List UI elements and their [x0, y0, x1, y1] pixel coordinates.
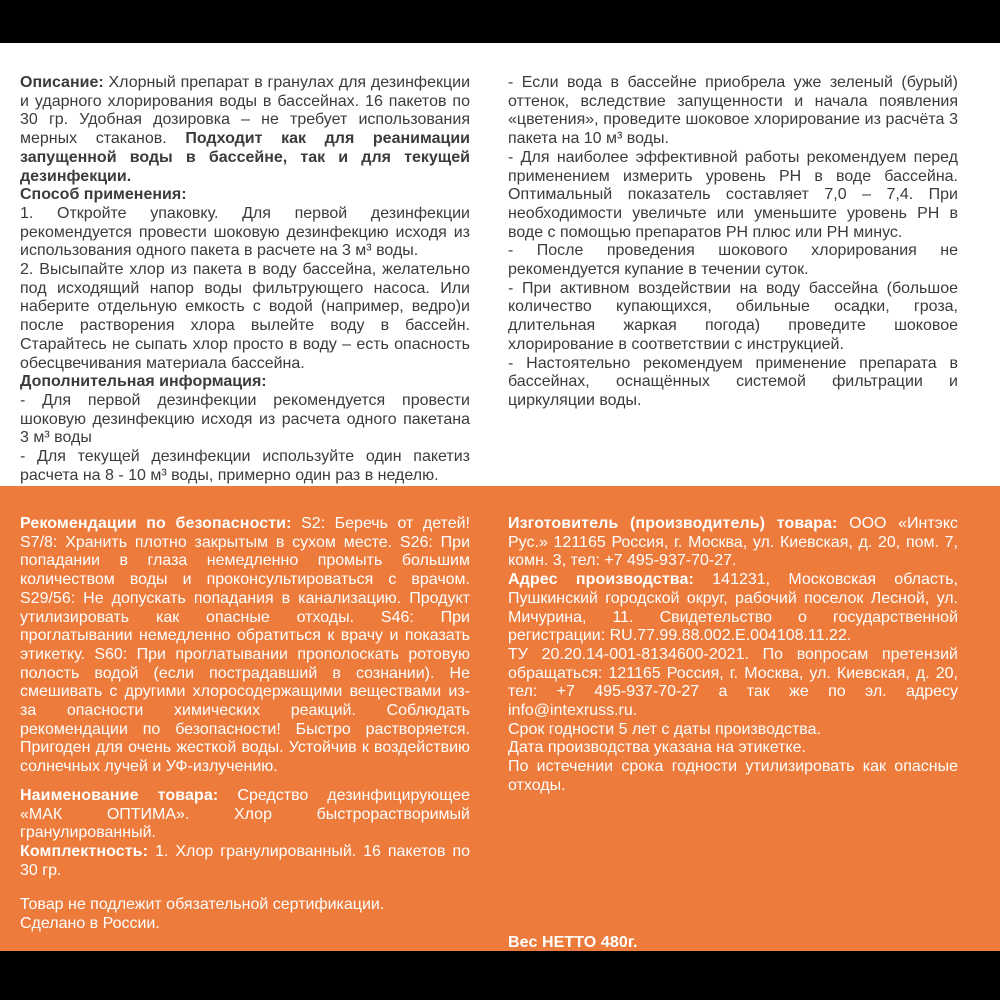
spacer — [20, 880, 470, 896]
safety-manufacturer-section — [0, 486, 1000, 951]
paragraph — [20, 843, 470, 880]
bold-text: Комплектность: — [20, 842, 156, 860]
paragraph — [508, 242, 958, 279]
bold-text: Рекомендации по безопасности: — [20, 515, 302, 532]
body-text: По истечении срока годности утилизировать как опасные отходы. — [508, 758, 958, 794]
body-text: Дата производства указана на этикетке. — [508, 739, 806, 757]
paragraph — [20, 373, 470, 392]
top-black-bar — [0, 0, 1000, 43]
spacer — [20, 934, 470, 952]
paragraph — [508, 758, 958, 795]
body-text: - Настоятельно рекомендуем применение препарата в бассейнах, оснащённых системой фильтрации и циркуляции воды. — [508, 354, 958, 409]
bold-text: Подходит как для реанимации запущенной воды в бассейне, так и для текущей дезинфекции. — [20, 130, 471, 185]
paragraph — [508, 355, 958, 411]
bold-text: Способ применения: — [20, 186, 187, 204]
body-text: 141231, Московская область, Пушкинский городской округ, рабочий поселок Лесной, ул. Мичурина, 11. Свидетельство о государственной регистрации: RU.77.99.88.002.E.004108.11.22. — [508, 571, 958, 645]
paragraph — [20, 515, 470, 777]
spacer — [20, 777, 470, 787]
paragraph — [508, 74, 958, 149]
paragraph — [508, 149, 958, 243]
body-text: Товар не подлежит обязательной сертификации. — [20, 896, 385, 914]
bold-text: Изготовитель (производитель) товара: — [508, 515, 850, 532]
body-text: Сделано в России. — [20, 915, 160, 933]
body-text: 2. Высыпайте хлор из пакета в воду бассейна, желательно под исходящий напор воды фильтрующего насоса. Или наберите отдельную емкость с водой (например, ведро)и после растворения хлора вылейте воду в бассейн. Старайтесь не сыпать хлор просто в воду – есть опасность обесцвечивания материала бассейна. — [20, 261, 470, 372]
body-text: 1. Хлор гранулированный. 16 пакетов по 30 гр. — [20, 842, 471, 879]
body-text: S2: Беречь от детей! S7/8: Хранить плотно закрытым в сухом месте. S26: При попадании в глаза немедленно промыть большим количеством воды и проконсультироваться с врачом. S29/56: Не допускать попадания в канализацию. Продукт утилизировать как опасные отходы. S46: При проглатывании немедленно обратиться к врачу и показать этикетку. S60: При проглатывании прополоскать ротовую полость водой (если пострадавший в сознании). Не смешивать с другими хлоросодержащими веществами из-за опасности химических реакций. Соблюдать рекомендации по безопасности! Быстро растворяется. Пригоден для очень жесткой воды. Устойчив к воздействию солнечных лучей и УФ-излучению. — [20, 515, 470, 776]
paragraph — [20, 787, 470, 843]
body-text: Хлорный препарат в гранулах для дезинфекции и ударного хлорирования воды в бассейнах. 16 пакетов по 30 гр. Удобная дозировка – не требует использования мерных стаканов. — [20, 74, 471, 148]
spacer — [508, 796, 958, 934]
paragraph — [20, 392, 470, 448]
paragraph — [508, 646, 958, 721]
paragraph — [20, 915, 470, 934]
paragraph — [508, 739, 958, 758]
body-text: 1. Откройте упаковку. Для первой дезинфекции рекомендуется провести шоковую дезинфекцию исходя из использования одного пакета в расчете на 3 м³ воды. — [20, 204, 470, 260]
paragraph — [20, 896, 470, 915]
body-text: - Если вода в бассейне приобрела уже зеленый (бурый) оттенок, вследствие запущенности и начала появления «цветения», проведите шоковое хлорирование из расчёта 3 пакета на 10 м³ воды. — [508, 74, 958, 148]
body-text: Срок годности 5 лет с даты производства. — [508, 720, 821, 738]
manufacturer-column — [508, 515, 958, 951]
body-text: - Для наиболее эффективной работы рекомендуем перед применением измерить уровень PH в воде бассейна. Оптимальный показатель составляет 7,0 – 7,4. При необходимости увеличьте или уменьшите уровень PH в воде с помощью препаратов PH плюс или PH минус. — [508, 148, 958, 241]
paragraph — [20, 448, 470, 485]
paragraph — [508, 934, 958, 953]
paragraph — [508, 571, 958, 646]
paragraph — [20, 74, 470, 186]
bold-text: Вес НЕТТО 480г. — [508, 933, 638, 951]
bold-text: Адрес производства: — [508, 571, 713, 589]
description-column — [20, 74, 470, 486]
paragraph — [508, 721, 958, 740]
paragraph — [20, 186, 470, 205]
bold-text: Дополнительная информация: — [20, 373, 267, 391]
body-text: - При активном воздействии на воду бассейна (большое количество купающихся, обильные осадки, гроза, длительная жаркая погода) проведите шоковое хлорирование в соответствии с инструкцией. — [508, 279, 958, 353]
body-text: - Для текущей дезинфекции используйте один пакетиз расчета на 8 - 10 м³ воды, примерно один раз в неделю. — [20, 448, 470, 484]
body-text: ООО «Интэкс Рус.» 121165 Россия, г. Москва, ул. Киевская, д. 20, пом. 7, комн. 3, тел: +7 495-937-70-27. — [508, 515, 958, 570]
bold-text: Наименование товара: — [20, 786, 238, 804]
bold-text: Описание: — [20, 74, 109, 91]
bottom-black-bar — [0, 951, 1000, 1000]
body-text: - После проведения шокового хлорирования не рекомендуется купание в течении суток. — [508, 242, 958, 279]
instructions-section — [0, 43, 1000, 486]
paragraph — [20, 205, 470, 261]
body-text: Средство дезинфицирующее «МАК ОПТИМА». Хлор быстрорастворимый гранулированный. — [20, 786, 471, 842]
safety-column — [20, 515, 470, 951]
paragraph — [508, 515, 958, 571]
paragraph — [508, 280, 958, 355]
usage-notes-column — [508, 74, 958, 486]
body-text: - Для первой дезинфекции рекомендуется провести шоковую дезинфекцию исходя из расчета одного пакетана 3 м³ воды — [20, 391, 470, 447]
body-text: ТУ 20.20.14-001-8134600-2021. По вопросам претензий обращаться: 121165 Россия, г. Москва, ул. Киевская, д. 20, тел: +7 495-937-70-27 а так же по эл. адресу info@intexruss.ru. — [508, 645, 958, 720]
paragraph — [20, 261, 470, 373]
